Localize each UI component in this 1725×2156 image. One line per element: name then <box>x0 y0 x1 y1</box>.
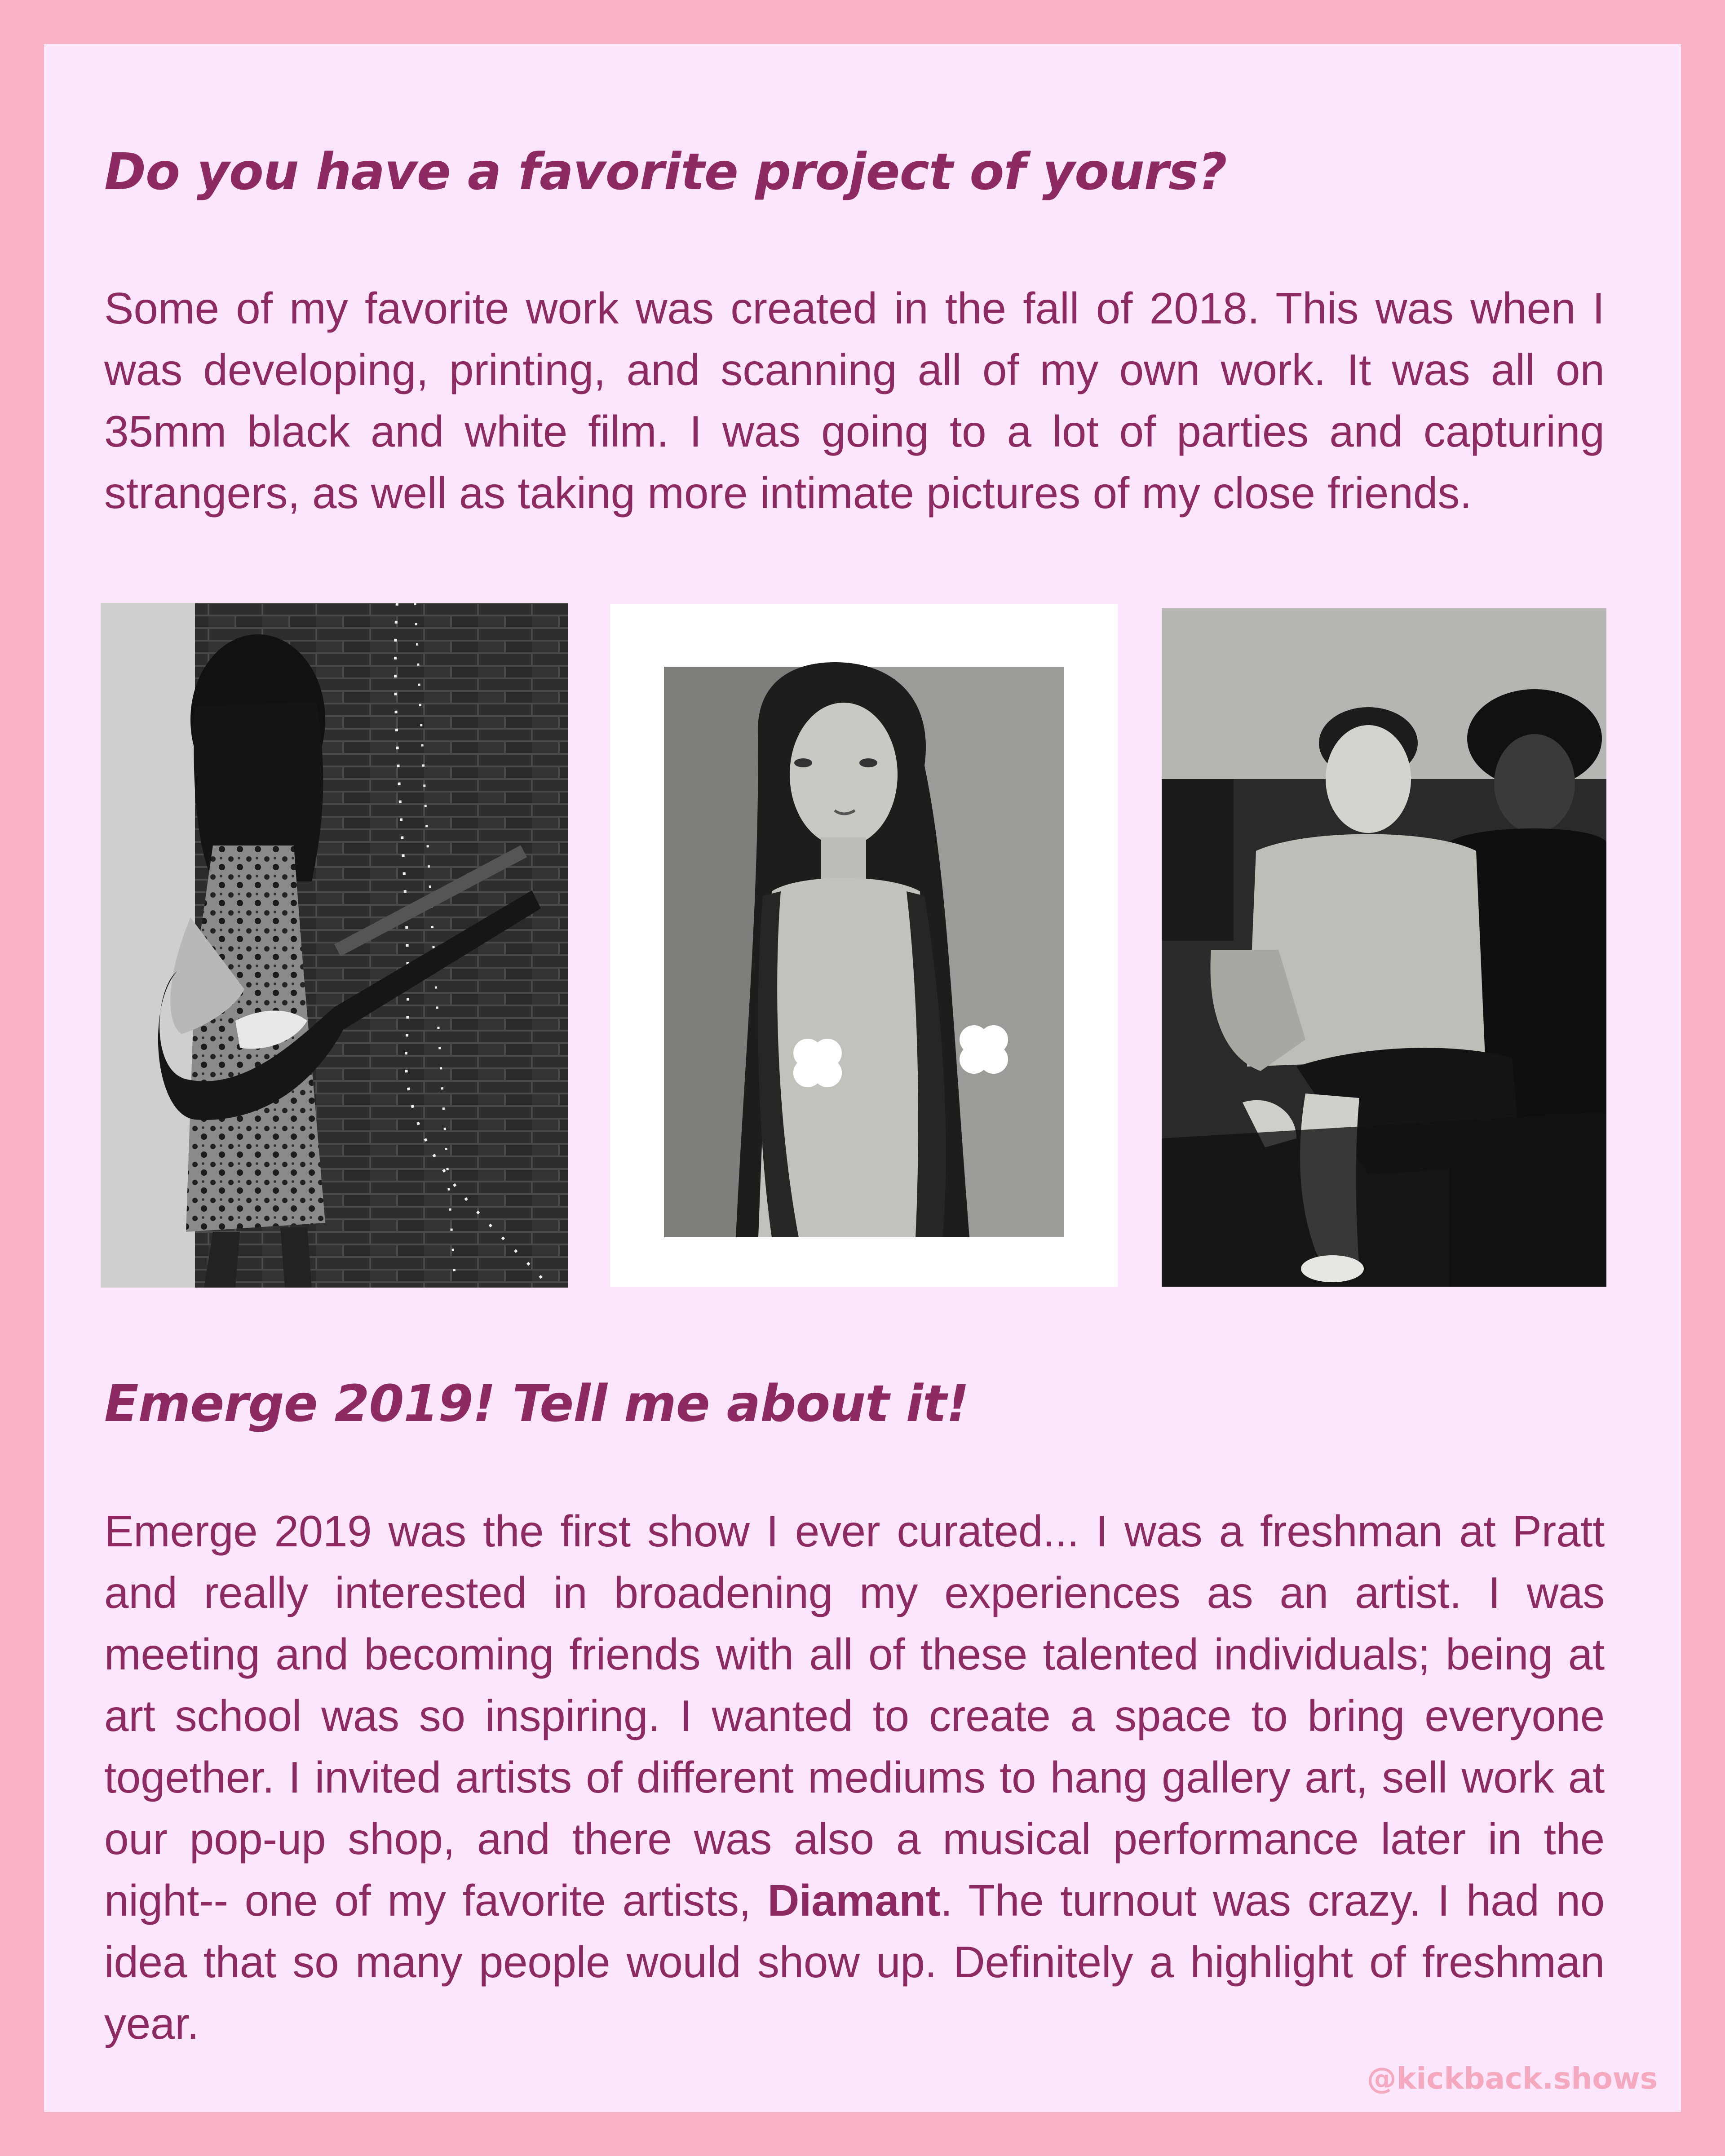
photo-portrait-icon <box>610 604 1118 1287</box>
section-one-heading: Do you have a favorite project of yours? <box>104 143 1227 201</box>
section-two-body-end: . The turnout was crazy. I had no idea that so many people would show up. Definitely a highlight of freshman year. <box>104 1876 1605 2048</box>
article-page <box>44 44 1681 2112</box>
section-two-heading: Emerge 2019! Tell me about it! <box>104 1375 969 1433</box>
section-two-body-start: Emerge 2019 was the first show I ever curated... I was a freshman at Pratt and really interested in broadening my experiences as an artist. I was meeting and becoming friends with all of these talented individuals; being at art school was so inspiring. I wanted to create a space to bring everyone together. I invited artists of different mediums to hang gallery art, sell work at our pop-up shop, and there was also a musical performance later in the night-- one of my favorite artists, <box>104 1506 1605 1925</box>
photo-guitarist-icon <box>101 603 568 1288</box>
section-two-body <box>104 1501 1605 2054</box>
photo-friends-icon <box>1162 608 1606 1287</box>
instagram-handle: @kickback.shows <box>1367 2061 1658 2096</box>
artist-name-diamant: Diamant <box>767 1876 941 1925</box>
section-one-body: Some of my favorite work was created in the fall of 2018. This was when I was developing, printing, and scanning all of my own work. It was all on 35mm black and white film. I was going to a lot of parties and capturing strangers, as well as taking more intimate pictures of my close friends. <box>104 283 1605 518</box>
